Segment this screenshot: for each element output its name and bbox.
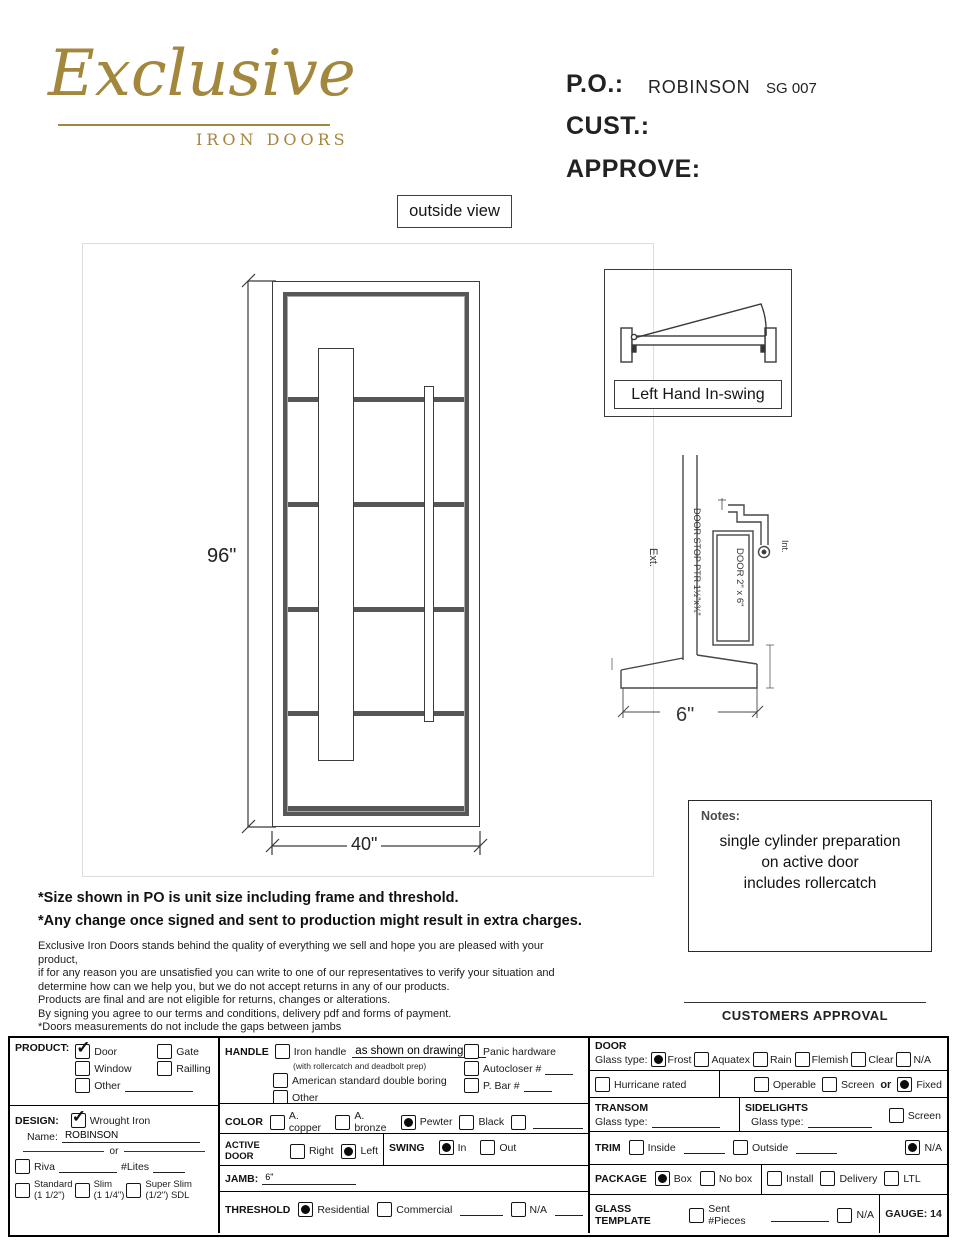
option-label: N/A [924, 1141, 942, 1154]
option-label: Delivery [839, 1172, 878, 1185]
name-label: Name: [27, 1130, 58, 1143]
pieces-line[interactable] [771, 1209, 830, 1222]
checkbox-residential[interactable] [298, 1202, 313, 1217]
or-divider-line [23, 1151, 104, 1152]
option-label: Hurricane rated [614, 1078, 687, 1091]
checkbox-install[interactable] [767, 1171, 782, 1186]
color-other-line[interactable] [533, 1116, 583, 1129]
customers-approval-label: CUSTOMERS APPROVAL [721, 1008, 889, 1023]
option-label: Super Slim (1/2") SDL [145, 1179, 192, 1201]
option-label: Gate [176, 1045, 200, 1058]
checkbox-railling[interactable] [157, 1061, 172, 1076]
option-label: Inside [647, 1141, 676, 1154]
or-label: or [109, 1146, 119, 1157]
door-vertical-plank [318, 348, 354, 761]
checkbox-rain[interactable] [753, 1052, 768, 1067]
option-label: Right [308, 1145, 334, 1157]
design-section [10, 1106, 220, 1233]
checkbox-template-na[interactable] [837, 1208, 852, 1223]
option-label: Other [94, 1079, 121, 1092]
logo-underline [58, 124, 330, 126]
checkbox-threshold-na[interactable] [511, 1202, 526, 1217]
disclaimer-line: Exclusive Iron Doors stands behind the quality of everything we sell and hope you are pleased with your product, [38, 940, 544, 966]
design-name-value[interactable]: ROBINSON [62, 1130, 200, 1143]
disclaimer-line: *Doors measurements do not include the gaps between jambs [38, 1021, 342, 1033]
trim-section [590, 1132, 947, 1165]
checkbox-a-copper[interactable] [270, 1115, 285, 1130]
glass-template-section [590, 1195, 880, 1233]
brand-logo-subtitle: IRON DOORS [196, 130, 349, 149]
checkbox-ltl[interactable] [884, 1171, 899, 1186]
notes-line: on active door [761, 854, 859, 871]
handle-other-line[interactable] [322, 1091, 436, 1104]
option-label: Commercial [396, 1203, 453, 1216]
door-rail [288, 502, 464, 507]
option-label: Outside [752, 1141, 789, 1154]
checkbox-screen[interactable] [822, 1077, 837, 1092]
door-panel [283, 292, 469, 816]
checkbox-glass-na[interactable] [896, 1052, 911, 1067]
notes-line: single cylinder preparation [719, 833, 901, 850]
door-pull-handle [424, 386, 434, 722]
door-rail [288, 711, 464, 716]
active-door-section [220, 1134, 384, 1166]
cust-label: CUST.: [566, 112, 650, 140]
trim-label: TRIM [595, 1141, 621, 1154]
option-label: Railling [176, 1062, 211, 1075]
notes-box [688, 800, 932, 952]
po-label: P.O.: [566, 70, 624, 98]
option-label: N/A [913, 1053, 931, 1066]
lites-line[interactable] [153, 1160, 185, 1173]
option-label: Pewter [419, 1116, 453, 1128]
option-label: Residential [317, 1203, 370, 1216]
checkbox-panic-hardware[interactable] [464, 1044, 479, 1059]
color-label: COLOR [225, 1116, 263, 1128]
disclaimer-line: Products are final and are not eligible for returns, changes or alterations. [38, 994, 391, 1006]
checkbox-swing-in[interactable] [439, 1140, 454, 1155]
option-label: Sent #Pieces [708, 1203, 746, 1227]
swing-label-box [614, 380, 782, 409]
or-label: or [880, 1078, 892, 1091]
int-label: Int. [780, 540, 790, 553]
product-other-line[interactable] [125, 1079, 193, 1092]
option-label: Standard (1 1/2") [34, 1179, 73, 1201]
swing-section [384, 1134, 590, 1166]
option-label: Door [94, 1045, 118, 1058]
door-glass-title: DOOR [595, 1040, 627, 1052]
option-label: Iron handle [293, 1045, 347, 1058]
design-label: DESIGN: [15, 1114, 59, 1127]
threshold-section [220, 1192, 590, 1233]
jamb-section [220, 1166, 590, 1192]
option-label: Panic hardware [483, 1045, 556, 1058]
option-label: Other [292, 1091, 319, 1104]
option-label: N/A [529, 1203, 548, 1216]
option-label: Rain [769, 1053, 792, 1066]
transom-glass-label: Glass type: [595, 1115, 648, 1128]
option-label: Screen [841, 1078, 875, 1091]
disclaimer-bold: *Any change once signed and sent to production might result in extra charges. [38, 913, 582, 929]
checkbox-aquatex[interactable] [694, 1052, 709, 1067]
handle-label: HANDLE [225, 1045, 269, 1058]
order-spec-form [8, 1036, 949, 1237]
option-label: Riva [34, 1160, 56, 1173]
pbar-line[interactable] [524, 1079, 552, 1092]
or-divider-line [124, 1151, 205, 1152]
active-door-label: ACTIVE DOOR [225, 1140, 260, 1162]
jamb-value[interactable]: 6" [262, 1172, 356, 1185]
checkbox-product-other[interactable] [75, 1078, 90, 1093]
option-label: Install [786, 1172, 814, 1185]
transom-section [590, 1098, 740, 1132]
brand-logo-script: Exclusive [48, 37, 356, 111]
option-label: Frost [667, 1053, 692, 1066]
swing-label: Left Hand In-swing [631, 385, 765, 403]
checkbox-door[interactable] [75, 1044, 90, 1059]
checkbox-trim-outside[interactable] [733, 1140, 748, 1155]
glass-template-label: GLASS TEMPLATE [595, 1203, 651, 1227]
door-rail [288, 607, 464, 612]
checkbox-frost[interactable] [651, 1052, 666, 1067]
sidelights-glass-line[interactable] [808, 1115, 872, 1128]
color-section [220, 1104, 590, 1134]
commercial-line[interactable] [460, 1203, 502, 1216]
option-label: Slim (1 1/4") [93, 1179, 125, 1201]
lites-label: #Lites [121, 1160, 150, 1173]
option-label: N/A [856, 1209, 874, 1221]
checkbox-trim-inside[interactable] [629, 1140, 644, 1155]
checkbox-black[interactable] [459, 1115, 474, 1130]
glass-type-label: Glass type: [595, 1053, 648, 1066]
riva-line[interactable] [59, 1160, 117, 1173]
threshold-dimension: 6" [676, 704, 695, 726]
option-label: Fixed [916, 1078, 942, 1091]
door-glass-section [590, 1038, 947, 1071]
sidelights-glass-label: Glass type: [751, 1115, 804, 1128]
swing-diagram-box [604, 269, 792, 417]
checkbox-pewter[interactable] [401, 1115, 416, 1130]
width-dimension: 40" [347, 834, 381, 855]
checkbox-iron-handle[interactable] [275, 1044, 290, 1059]
shipping-section [762, 1165, 947, 1195]
checkbox-handle-other[interactable] [273, 1090, 288, 1104]
checkbox-commercial[interactable] [377, 1202, 392, 1217]
option-label: Operable [772, 1078, 817, 1091]
option-label: Window [94, 1062, 132, 1075]
checkbox-swing-out[interactable] [480, 1140, 495, 1155]
checkbox-riva[interactable] [15, 1159, 30, 1174]
hurricane-section [590, 1071, 720, 1098]
disclaimer-bold: *Size shown in PO is unit size including frame and threshold. [38, 890, 459, 906]
checkbox-fixed[interactable] [897, 1077, 912, 1092]
disclaimer-line: determine how can we help you, but we do not accept returns in any of our products. [38, 980, 450, 993]
checkbox-slim[interactable] [75, 1183, 90, 1198]
sidelights-label: SIDELIGHTS [745, 1102, 809, 1114]
operable-section [720, 1071, 947, 1098]
option-label: In [457, 1141, 467, 1154]
door-rail [288, 397, 464, 402]
transom-label: TRANSOM [595, 1102, 649, 1114]
trim-outside-line[interactable] [796, 1141, 837, 1154]
package-section [590, 1165, 762, 1195]
checkbox-standard[interactable] [15, 1183, 30, 1198]
checkbox-a-bronze[interactable] [335, 1115, 350, 1130]
package-label: PACKAGE [595, 1172, 647, 1185]
checkbox-gate[interactable] [157, 1044, 172, 1059]
gauge-value: GAUGE: 14 [885, 1208, 942, 1220]
checkbox-left[interactable] [341, 1144, 356, 1159]
option-label: No box [718, 1172, 753, 1185]
option-label: Box [673, 1172, 692, 1185]
product-label: PRODUCT: [15, 1042, 70, 1054]
notes-title: Notes: [701, 809, 740, 823]
option-label: Left [360, 1145, 378, 1157]
door-bottom-rail [288, 806, 464, 811]
option-label: American standard double boring [292, 1074, 447, 1087]
option-label: A. copper [288, 1110, 322, 1134]
checkbox-sent-pieces[interactable] [689, 1208, 704, 1223]
checkbox-pbar[interactable] [464, 1078, 479, 1093]
door-stop-label: DOOR STOP PTR 1½"x¾" [692, 508, 702, 616]
checkbox-color-other[interactable] [511, 1115, 526, 1130]
notes-line: includes rollercatch [743, 875, 877, 892]
swing-section-label: SWING [389, 1141, 425, 1154]
option-label: Black [478, 1116, 505, 1128]
ext-label: Ext. [647, 548, 659, 567]
checkbox-hurricane[interactable] [595, 1077, 610, 1092]
checkbox-autocloser[interactable] [464, 1061, 479, 1076]
gauge-cell [880, 1195, 947, 1233]
option-label: Out [499, 1141, 517, 1154]
checkbox-clear[interactable] [851, 1052, 866, 1067]
option-label: Screen [907, 1109, 941, 1122]
threshold-label: THRESHOLD [225, 1203, 291, 1216]
checkbox-right[interactable] [290, 1144, 305, 1159]
checkbox-sidelight-screen[interactable] [889, 1108, 904, 1123]
view-label-box [397, 195, 512, 228]
sidelights-section [740, 1098, 947, 1132]
option-label: Clear [868, 1053, 894, 1066]
checkbox-delivery[interactable] [820, 1171, 835, 1186]
swing-diagram [605, 270, 791, 380]
checkbox-flemish[interactable] [795, 1052, 810, 1067]
checkbox-american-boring[interactable] [273, 1073, 288, 1088]
option-label: P. Bar # [483, 1079, 520, 1092]
product-section [10, 1038, 220, 1106]
checkbox-wrought-iron[interactable] [71, 1113, 86, 1128]
jamb-section-diagram [598, 448, 808, 740]
checkbox-window[interactable] [75, 1061, 90, 1076]
signature-line[interactable] [684, 1002, 926, 1003]
checkbox-trim-na[interactable] [905, 1140, 920, 1155]
handle-section [220, 1038, 590, 1104]
option-label: Autocloser # [483, 1062, 542, 1075]
po-code: SG 007 [766, 80, 817, 97]
iron-handle-written[interactable]: as shown on drawing [352, 1045, 486, 1058]
trim-inside-line[interactable] [684, 1141, 725, 1154]
checkbox-nobox[interactable] [700, 1171, 715, 1186]
height-dimension: 96" [203, 545, 240, 568]
option-label: Aquatex [711, 1053, 750, 1066]
jamb-label: JAMB: [225, 1172, 259, 1185]
iron-handle-note: (with rollercatch and deadbolt prep) [293, 1061, 427, 1071]
option-label: Wrought Iron [89, 1114, 151, 1127]
option-label: LTL [903, 1172, 921, 1185]
option-label: Flemish [811, 1053, 849, 1066]
disclaimer-line: By signing you agree to our terms and conditions, delivery pdf and forms of payment. [38, 1007, 452, 1020]
option-label: A. bronze [354, 1110, 387, 1134]
checkbox-operable[interactable] [754, 1077, 769, 1092]
threshold-na-line[interactable] [555, 1203, 583, 1216]
checkbox-box[interactable] [655, 1171, 670, 1186]
approve-label: APPROVE: [566, 155, 701, 183]
checkbox-super-slim[interactable] [126, 1183, 141, 1198]
po-value: ROBINSON [648, 77, 751, 97]
door-size-label: DOOR 2" x 6" [734, 548, 745, 607]
autocloser-line[interactable] [545, 1062, 573, 1075]
transom-glass-line[interactable] [652, 1115, 720, 1128]
view-label: outside view [409, 202, 500, 220]
disclaimer-line: if for any reason you are unsatisfied you can write to one of our representatives to verify your situation and [38, 967, 555, 979]
